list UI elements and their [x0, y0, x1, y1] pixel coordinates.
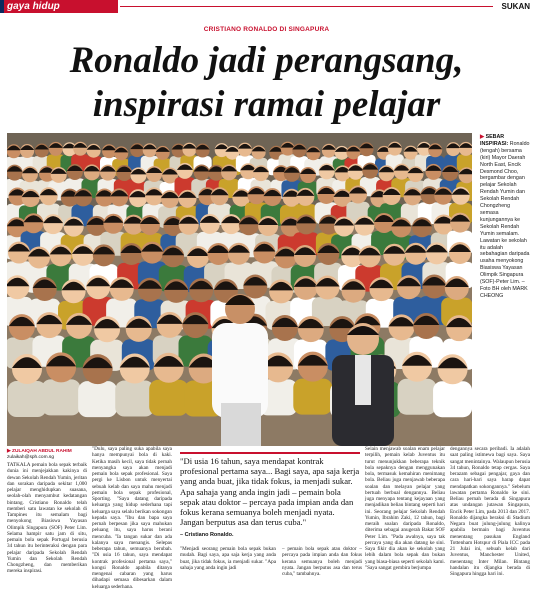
headline-line-2: inspirasi ramai pelajar: [92, 84, 441, 125]
byline-email: zulaikah@sph.com.sg: [7, 455, 54, 460]
pull-quote-rule: [180, 452, 360, 454]
main-photo: [7, 133, 472, 446]
official-shirt: [355, 355, 371, 405]
byline-marker: ▶: [7, 449, 11, 454]
category-label: SUKAN: [501, 2, 530, 11]
person-body: [115, 381, 154, 417]
header-rule: [120, 6, 493, 7]
article-column-3: "Menjadi seorang pemain bola sepak bukan mudah. Bagi saya, apa saja kerja yang anda buat, jika tidak fokus, ia menjadi sukar. "Apa sahaja yang anda ingin jadi: [180, 546, 276, 571]
section-header: [0, 0, 533, 13]
photo-caption: [480, 134, 530, 300]
pull-quote-attribution: – Cristiano Ronaldo.: [180, 532, 234, 538]
pull-quote: [180, 452, 360, 542]
article-column-2: "Dulu, saya paling suka apabila saya hanya mempunyai bola di kaki. Ketika masih kecil, saya tidak pernah menyangka saya akan menjadi pemain bola sepak profesional. Saya pergi ke Lisbon untuk menyertai sebuah kelab dan saya mahu menjadi pemain bola sepak profesional, Sporting. "Saya datang daripada keluarga yang hidup sederhana tapi keluarga saya selalu berikan sokongan kepada saya. "Ibu dan bapa saya pernah berpesan jika saya mahukan peluang itu, saya harus berani mencuba. "Ia tangan sukar dan ada kalanya saya menangis. Selepas beberapa tahun, semuanya berubah. "Di usia 16 tahun, saya mendapat kontrak profesional pertama saya," kongsi Ronaldo apabila ditanya mengenai cabaran yang harus dihadapi semasa dibesarkan dalam keluarga sederhana.: [92, 446, 172, 590]
section-stripe: [0, 0, 4, 13]
person-body: [78, 381, 117, 417]
caption-marker: ▶: [480, 134, 485, 140]
person-body: [293, 379, 332, 415]
article-column-5: Selain menjawab soalan enam pelajar terpilih, pemain kelab Juventus itu turut menunjukkan beberapa teknik bola sepaknya dengan menggunakan bola, termasuk kemahiran menimang bola. Beliau juga menjawab beberapa soalan dan melayan pelajar yang bertuah berbual dengannya. Beliau juga menyapa tentang kejayaan yang menjadikan beliau bintang seperti hari ini. Seorang pelajar Sekolah Rendah Yumin, Ibrahim Zaki, 12 tahun, bagi meraih soalan daripada Ronaldo, diterima sebagai anugerah Bakat SOF Peter Lim. "Pada awalnya, saya tak percaya yang dia akan datang ke sini. Saya fikir dia akan ke sekolah yang lebih dalam bola sepak dan bukan yang biasa-biasa seperti sekolah kami. "Saya sangat gembira berjumpa: [365, 446, 445, 571]
section-name: gaya hidup: [7, 1, 60, 12]
pull-quote-text: "Di usia 16 tahun, saya mendapat kontrak profesional pertama saya... Bagi saya, apa saja kerja yang anda buat, jika tidak fokus, ia menjadi sukar. Apa sahaja yang anda ingin jadi – pemain bola sepak atau doktor – percaya pada impian anda dan fokus kerana semuanya boleh menjadi nyata. Jangan berputus asa dan terus cuba.": [180, 456, 360, 528]
article-column-1: TATKALA pemain bola sepak terbaik dunia ini menjejakkan kakinya di dewan Sekolah Rendah Yumin, jeritan dan sorakan daripada sekitar 1,000 pelajar menghidupkan suasana, seolah-olah menyambut kedatangan bintang. Cristiano Ronaldo telah memberi satu lawatan ke sekolah di Tampines itu semalam bagi menyokong Biasiswa Yayasan Olimpik Singapura (SOF) Peter Lim. Selama hampir satu jam di situ, pemain bola sepak Portugal berusia 34 tahun itu berinteraksi dengan para pelajar daripada Sekolah Rendah Yumin dan Sekolah Rendah Chongzheng, dan memberikan mereka inspirasi.: [7, 462, 87, 575]
person-body: [8, 381, 47, 417]
crowd-photo-illustration: [7, 133, 472, 446]
person-body: [149, 380, 188, 416]
article-column-4: – pemain bola sepak atau doktor – percaya pada impian anda dan fokus kerana semuanya boleh menjadi nyata. Jangan berputus asa dan terus cuba," tambahnya.: [282, 546, 362, 577]
central-figure-shorts: [221, 403, 261, 446]
person-body: [398, 379, 437, 415]
byline-name: ZULAIQAH ABDUL RAHIM: [12, 449, 72, 454]
headline-line-1: Ronaldo jadi perangsang,: [69, 40, 464, 81]
caption-text: Ronaldo (tengah) bersama (kiri) Mayor Daerah North East, Encik Desmond Choo, bergambar dengan pelajar Sekolah Rendah Yumin dan Sekolah Rendah Chongzheng semasa kunjungannya ke Sekolah Rendah Yumin semalam. Lawatan ke sekolah itu adalah sebahagian daripada usaha menyokong Biasiswa Yayasan Olimpik Singapura (SOF)-Peter Lim. – Foto BH oleh MARK CHEONG: [480, 140, 530, 299]
person-body: [433, 381, 472, 417]
caption-label: SEBAR INSPIRASI:: [480, 134, 509, 147]
article-column-6: dengannya secara peribadi. Ia adalah saat paling istimewa bagi saya. Saya sangat menintainya. Walaupun berusia 34 tahun, Ronaldo tetap cergas. Saya berazam sebagai pengajar, gaya dan cara hari-hari saya harap dapat mendapatkan sokongannya." Sebelum lawatan pertama Ronaldo ke sini. Beliau pernah berada di Singapura atas undangan jutawan Singapura, Encik Peter Lim, pada 2013 dan 2017. Ronaldo dijangka beraksi di Stadium Negara buat julung-julung kalinya apabila bermain bagi Juventus menentang pasukan England Tottenham Hotspur di Piala ICC pada 21 Julai ini, sebuah kelab dari Juventus, Manchester United, menentang Inter Milan. Bintang handalan itu dijangka berada di Singapura hingga hari ini.: [450, 446, 530, 577]
kicker: CRISTIANO RONALDO DI SINGAPURA: [203, 26, 330, 33]
person-body: [42, 379, 81, 415]
